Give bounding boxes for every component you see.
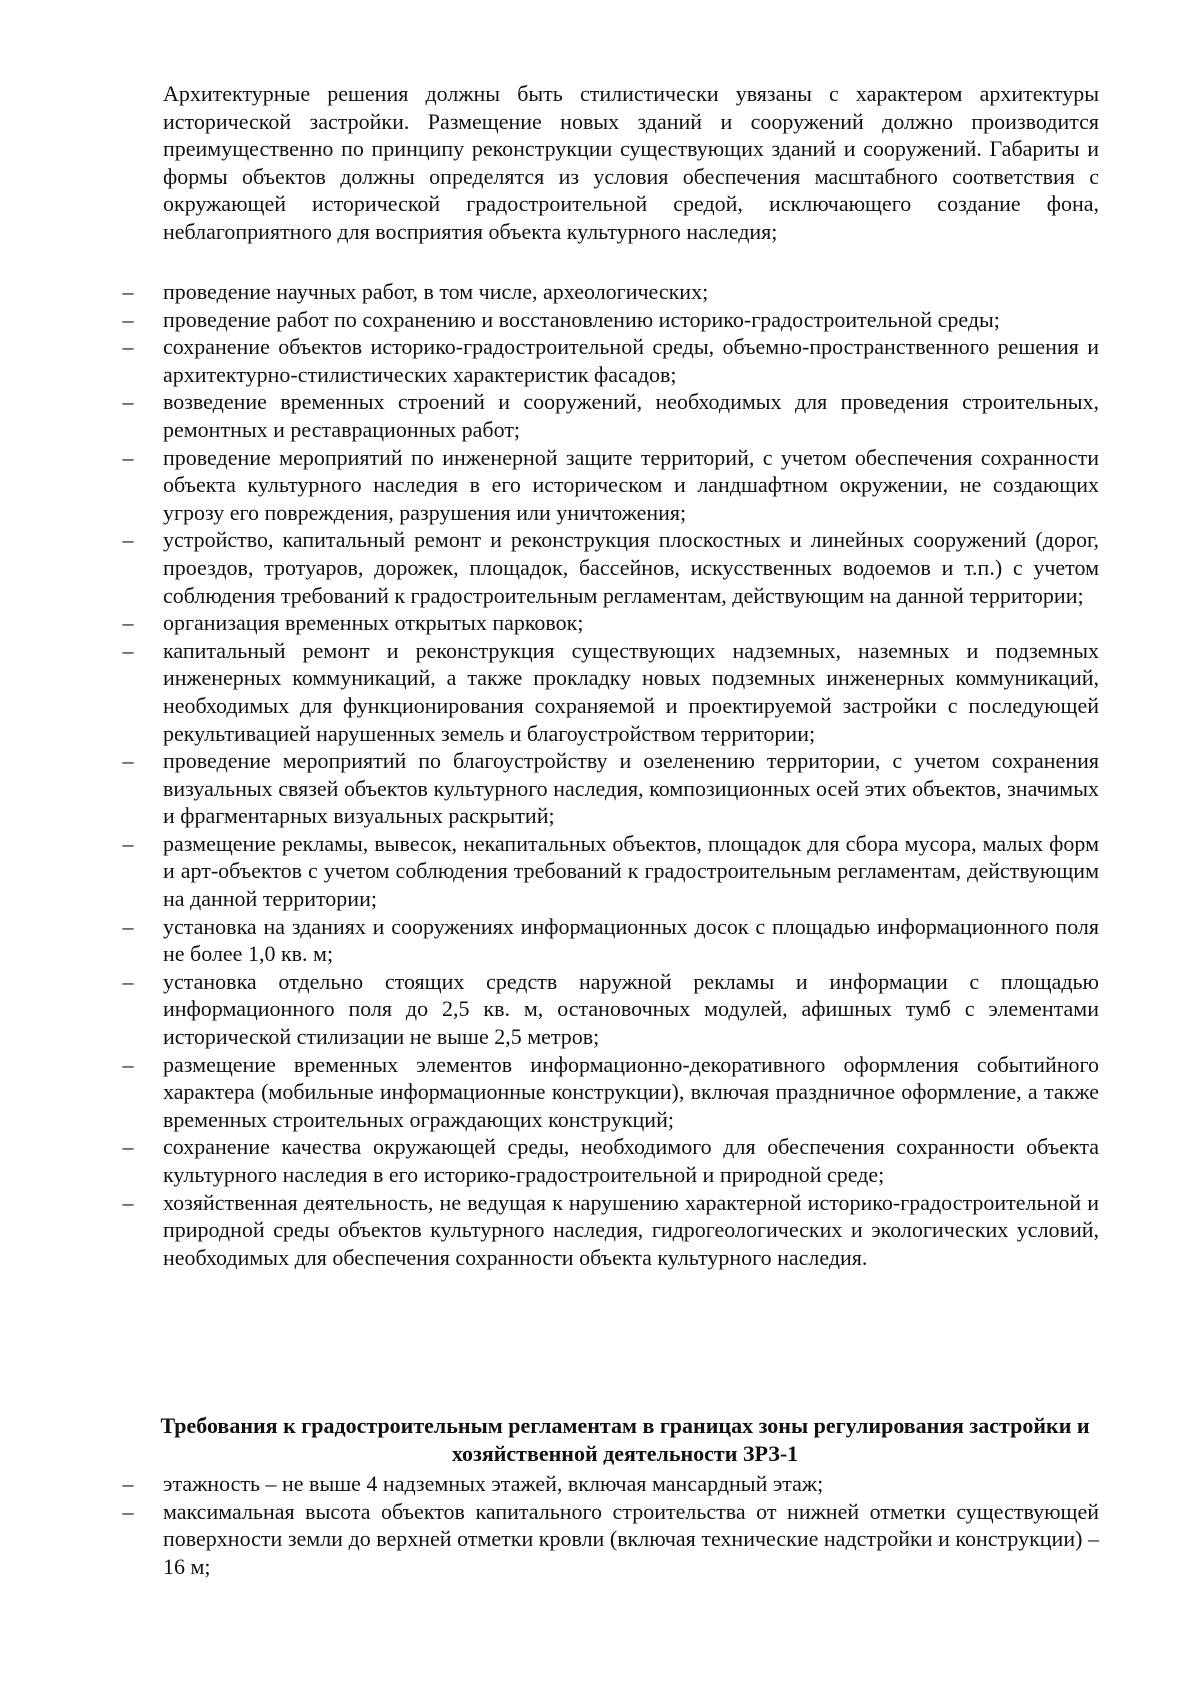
bullet-dash: – [122,1134,134,1160]
permitted-activities-list [0,278,1200,1271]
bullet-dash: – [122,1498,134,1524]
intro-paragraph: Архитектурные решения должны быть стилистически увязаны с характером архитектуры исторической застройки. Размещение новых зданий и сооружений должно производится преимущественно по принципу реконструкции существующих зданий и сооружений. Габариты и формы объектов должны определятся из условия обеспечения масштабного соответствия с окружающей исторической градостроительной средой, исключающего создание фона, неблагоприятного для восприятия объекта культурного наследия; [163,81,1099,244]
section-heading: Требования к градостроительным регламентам в границах зоны регулирования застройки и хозяйственной деятельности ЗРЗ-1 [160,1413,1090,1466]
list-item [0,278,1099,306]
bullet-dash: – [122,1051,134,1077]
list-item [0,526,1099,609]
list-item [0,333,1099,388]
list-item-text: сохранение качества окружающей среды, необходимого для обеспечения сохранности объекта культурного наследия в его историко-градостроительной и природной среде; [163,1134,1099,1187]
bullet-dash: – [122,306,134,332]
bullet-dash: – [122,748,134,774]
zone-requirements-list [0,1470,1200,1580]
bullet-dash: – [122,610,134,636]
list-item-text: капитальный ремонт и реконструкция существующих надземных, наземных и подземных инженерных коммуникаций, а также прокладку новых подземных инженерных коммуникаций, необходимых для функционирования сохраняемой и проектируемой застройки с последующей рекультивацией нарушенных земель и благоустройством территории; [163,637,1099,746]
bullet-dash: – [122,444,134,470]
list-item-text: сохранение объектов историко-градостроительной среды, объемно-пространственного решения и архитектурно-стилистических характеристик фасадов; [163,334,1099,387]
list-item-text: размещение временных элементов информационно-декоративного оформления событийного характера (мобильные информационные конструкции), включая праздничное оформление, а также временных строительных ограждающих конструкций; [163,1051,1099,1132]
list-item-text: этажность – не выше 4 надземных этажей, включая мансардный этаж; [163,1471,824,1496]
bullet-dash: – [122,279,134,304]
list-item [0,444,1099,527]
list-item-text: проведение мероприятий по благоустройству и озеленению территории, с учетом сохранения визуальных связей объектов культурного наследия, композиционных осей этих объектов, значимых и фрагментарных визуальных раскрытий; [163,748,1099,829]
list-item [0,747,1099,830]
list-item [0,830,1099,913]
list-item [0,1470,1099,1498]
bullet-dash: – [122,830,134,856]
bullet-dash: – [122,527,134,553]
list-item [0,306,1099,334]
list-item-text: проведение работ по сохранению и восстановлению историко-градостроительной среды; [163,306,1000,332]
list-item-text: возведение временных строений и сооружений, необходимых для проведения строительных, ремонтных и реставрационных работ; [163,389,1099,442]
list-item [0,1051,1099,1134]
list-item [0,913,1099,968]
bullet-dash: – [122,1189,134,1215]
list-item-text: хозяйственная деятельность, не ведущая к нарушению характерной историко-градостроительной и природной среды объектов культурного наследия, гидрогеологических и экологических условий, необходимых для обеспечения сохранности объекта культурного наследия. [163,1189,1099,1270]
list-item-text: установка на зданиях и сооружениях информационных досок с площадью информационного поля не более 1,0 кв. м; [163,913,1099,967]
list-item-text: организация временных открытых парковок; [163,610,584,636]
bullet-dash: – [122,1471,134,1496]
list-item-text: максимальная высота объектов капитального строительства от нижней отметки существующей поверхности земли до верхней отметки кровли (включая технические надстройки и конструкции) – 16 м; [163,1498,1099,1579]
list-item-text: проведение научных работ, в том числе, археологических; [163,279,709,304]
list-item [0,609,1099,637]
list-item [0,1133,1099,1188]
bullet-dash: – [122,913,134,939]
list-item-text: проведение мероприятий по инженерной защите территорий, с учетом обеспечения сохранности объекта культурного наследия в его историческом и ландшафтном окружении, не создающих угрозу его повреждения, разрушения или уничтожения; [163,444,1099,525]
bullet-dash: – [122,389,134,415]
list-item-text: размещение рекламы, вывесок, некапитальных объектов, площадок для сбора мусора, малых форм и арт-объектов с учетом соблюдения требований к градостроительным регламентам, действующим на данной территории; [163,830,1099,912]
list-item [0,388,1099,443]
list-item [0,968,1099,1051]
list-item [0,637,1099,747]
bullet-dash: – [122,968,134,994]
list-item-text: устройство, капитальный ремонт и реконструкция плоскостных и линейных сооружений (дорог, проездов, тротуаров, дорожек, площадок, бассейнов, искусственных водоемов и т.п.) с учетом соблюдения требований к градостроительным регламентам, действующим на данной территории; [163,527,1099,608]
list-item [0,1189,1099,1272]
bullet-dash: – [122,637,134,663]
list-item [0,1498,1099,1581]
bullet-dash: – [122,334,134,360]
list-item-text: установка отдельно стоящих средств наружной рекламы и информации с площадью информационного поля до 2,5 кв. м, остановочных модулей, афишных тумб с элементами исторической стилизации не выше 2,5 метров; [163,968,1099,1050]
